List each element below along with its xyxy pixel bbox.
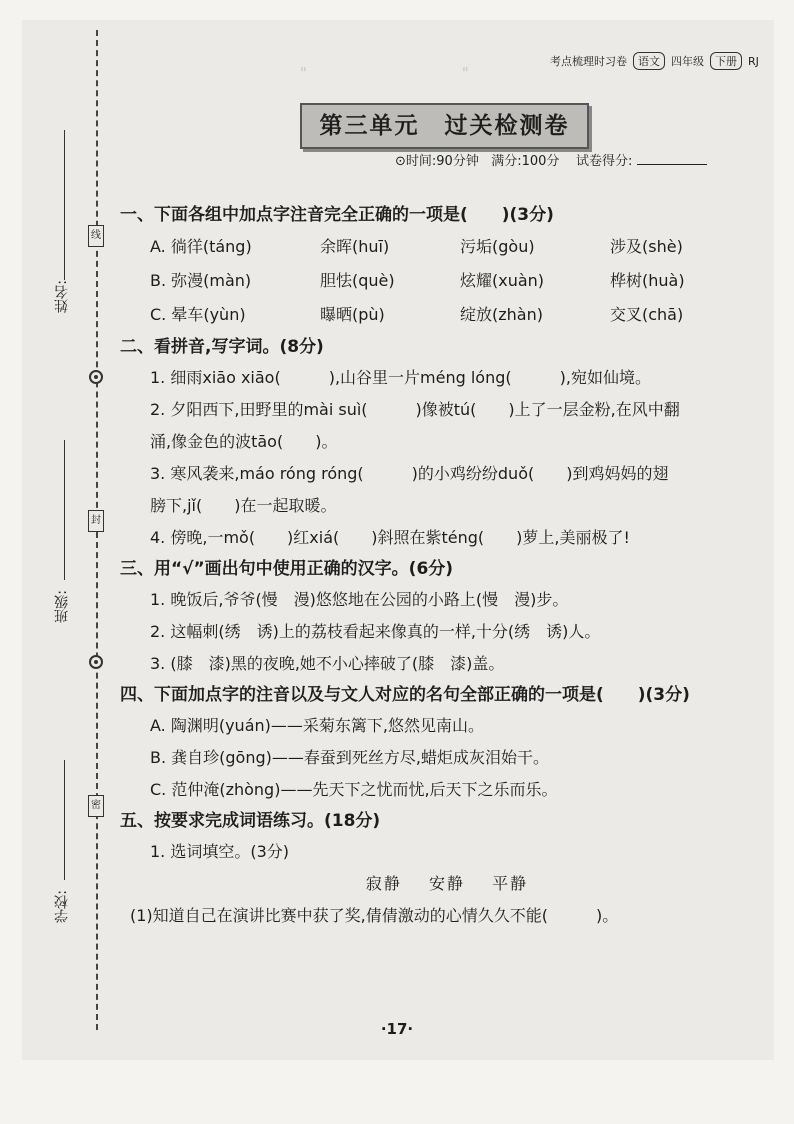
edition-tag: RJ xyxy=(748,54,759,68)
term-tag: 下册 xyxy=(710,52,742,70)
full-score-info: 满分:100分 xyxy=(491,154,560,169)
subject-tag: 语文 xyxy=(633,52,665,70)
option-row-c[interactable] xyxy=(120,298,774,332)
option-cell: 绽放(zhàn) xyxy=(460,305,543,324)
option-cell: A. 徜徉(táng) xyxy=(150,237,252,256)
name-label: 姓名: xyxy=(54,280,70,313)
question-line[interactable]: 2. 这幅刺(绣 诱)上的荔枝看起来像真的一样,十分(绣 诱)人。 xyxy=(150,622,601,641)
option-cell: 桦树(huà) xyxy=(610,271,685,290)
cut-mark-3: 密 xyxy=(88,795,104,817)
question-line[interactable]: 涌,像金色的波tāo( )。 xyxy=(150,432,338,451)
section-1-heading: 一、下面各组中加点字注音完全正确的一项是( )(3分) xyxy=(120,205,554,225)
answer-option[interactable]: B. 龚自珍(gōng)——春蚕到死丝方尽,蜡炬成灰泪始干。 xyxy=(150,748,549,767)
score-label: 试卷得分: xyxy=(575,154,633,169)
bleed-through-text: " " xyxy=(300,64,471,82)
header-tags xyxy=(550,52,759,70)
fill-question[interactable]: (1)知道自己在演讲比赛中获了奖,倩倩激动的心情久久不能( )。 xyxy=(130,906,619,925)
answer-option[interactable]: C. 范仲淹(zhòng)——先天下之忧而忧,后天下之乐而乐。 xyxy=(150,780,558,799)
option-cell: 胆怯(què) xyxy=(320,271,395,290)
section-4-heading: 四、下面加点字的注音以及与文人对应的名句全部正确的一项是( )(3分) xyxy=(120,685,690,705)
answer-option[interactable]: A. 陶渊明(yuán)——采菊东篱下,悠然见南山。 xyxy=(150,716,484,735)
section-5-heading: 五、按要求完成词语练习。(18分) xyxy=(120,811,381,831)
grade-tag: 四年级 xyxy=(671,55,704,68)
option-cell: 涉及(shè) xyxy=(610,237,683,256)
binding-hole-2 xyxy=(89,655,103,669)
option-cell: B. 弥漫(màn) xyxy=(150,271,252,290)
cut-mark-2: 封 xyxy=(88,510,104,532)
question-line[interactable]: 膀下,jǐ( )在一起取暖。 xyxy=(150,496,337,515)
option-cell: 余晖(huī) xyxy=(320,237,390,256)
sub-question: 1. 选词填空。(3分) xyxy=(150,842,290,861)
name-field-line[interactable] xyxy=(64,130,65,280)
questions-area xyxy=(120,200,774,932)
school-label: 学校: xyxy=(54,890,70,923)
binding-hole-1 xyxy=(89,370,103,384)
word-bank: 寂静 安静 平静 xyxy=(365,874,529,893)
option-cell: 污垢(gòu) xyxy=(460,237,535,256)
option-row-b[interactable] xyxy=(120,264,774,298)
cut-mark-1: 线 xyxy=(88,225,104,247)
question-line[interactable]: 3. (膝 漆)黑的夜晚,她不小心摔破了(膝 漆)盖。 xyxy=(150,654,505,673)
page-title: 第三单元 过关检测卷 xyxy=(300,103,589,149)
question-line[interactable]: 1. 细雨xiāo xiāo( ),山谷里一片méng lóng( ),宛如仙境。 xyxy=(150,368,651,387)
question-line[interactable]: 2. 夕阳西下,田野里的mài suì( )像被tú( )上了一层金粉,在风中翻 xyxy=(150,400,680,419)
class-label: 班级: xyxy=(54,590,70,623)
question-line[interactable]: 3. 寒风袭来,máo róng róng( )的小鸡纷纷duǒ( )到鸡妈妈的翅 xyxy=(150,464,669,483)
exam-meta xyxy=(395,150,707,169)
score-field[interactable] xyxy=(637,164,707,165)
section-3-heading: 三、用“√”画出句中使用正确的汉字。(6分) xyxy=(120,559,454,579)
option-cell: C. 晕车(yùn) xyxy=(150,305,246,324)
option-row-a[interactable] xyxy=(120,230,774,264)
series-name: 考点梳理时习卷 xyxy=(550,55,627,68)
option-cell: 炫耀(xuàn) xyxy=(460,271,545,290)
school-field-line[interactable] xyxy=(64,760,65,880)
question-line[interactable]: 4. 傍晚,一mǒ( )红xiá( )斜照在紫téng( )萝上,美丽极了! xyxy=(150,528,630,547)
section-2-heading: 二、看拼音,写字词。(8分) xyxy=(120,337,324,357)
option-cell: 交叉(chā) xyxy=(610,305,684,324)
time-info: ⊙时间:90分钟 xyxy=(395,154,479,169)
question-line[interactable]: 1. 晚饭后,爷爷(慢 漫)悠悠地在公园的小路上(慢 漫)步。 xyxy=(150,590,569,609)
option-cell: 曝晒(pù) xyxy=(320,305,385,324)
page-number: ·17· xyxy=(380,1020,414,1038)
class-field-line[interactable] xyxy=(64,440,65,580)
